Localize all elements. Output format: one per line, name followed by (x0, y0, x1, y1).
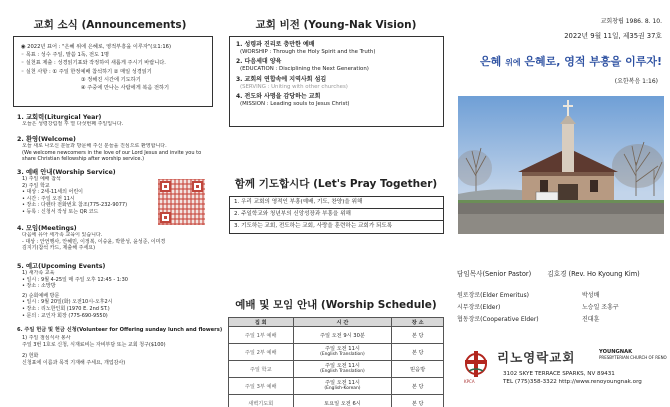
table-row (229, 395, 444, 407)
staff-name: 노승일 조흥구 (582, 304, 619, 311)
section-heading: 2. 환영(Welcome) (17, 136, 76, 143)
body-line: 신청표에 이름과 목적 기재해 주세요, 개업감사) (22, 359, 126, 366)
time-text: 주일 오전 11시 (324, 380, 360, 386)
service-time (293, 395, 392, 407)
section-heading: 5. 예고(Upcoming Events) (17, 263, 106, 270)
column-header: 집 회 (229, 318, 294, 327)
staff-row (457, 290, 599, 299)
service-name: 주일 학교 (229, 361, 294, 378)
church-english-name (599, 349, 667, 361)
kpca-label: KPCA (464, 379, 475, 384)
church-en-main: YOUNGNAK (599, 349, 633, 355)
body-line: • 장소 : 다렌타 전화번호 참조(775-232-9077) (22, 202, 128, 209)
body-line: 2) 주일 학교 (22, 182, 50, 189)
prayer-item: 1. 우리 교회의 영적인 부흥(예배, 기도, 찬양)을 위해 (230, 197, 443, 209)
qr-code-icon[interactable] (158, 179, 205, 225)
senior-pastor (457, 268, 669, 278)
founded-date: 교회창립 1986. 8. 10. (600, 18, 662, 25)
body-line: share Christian fellowship after worship service.) (22, 156, 145, 163)
theme-line: ◉ 2022년 표어 : "은혜 위에 은혜로, 영적부흥을 이루자"(요1:16) (21, 44, 171, 50)
issue-date: 2022년 9월 11일, 제35권 37호 (564, 32, 662, 40)
staff-row (457, 314, 599, 323)
vision-item-subtitle: (WORSHIP : Through the Holy Spirit and the Truth) (240, 49, 376, 55)
vision-column (222, 0, 450, 407)
body-line: 2) 헌화 (22, 353, 39, 360)
body-line: 오늘은 성령강림절 후 열 다섯번째 주일입니다. (22, 121, 124, 127)
table-row (229, 327, 444, 344)
pastor-name: 김호경 (Rev. Ho Kyoung Kim) (547, 270, 640, 278)
vision-item-title: 4. 전도와 사명을 감당하는 교회 (236, 93, 321, 101)
body-line: 1) 주일 예배 참석 (22, 176, 61, 182)
time-text: 주일 오전 11시 (324, 346, 360, 352)
body-line: 1) 주일 점심식사 봉사 (22, 335, 71, 341)
vision-title: 교회 비전 (Young-Nak Vision) (255, 19, 417, 31)
time-text: 주일 오전 11시 (324, 363, 360, 369)
time-note: (English Translation) (320, 369, 365, 374)
service-place: 본 당 (392, 378, 444, 395)
theme-part: 은혜로, 영적 부흥을 이루자! (520, 55, 662, 68)
church-address: 3102 SKYE TERRACE SPARKS, NV 89431 (503, 371, 615, 377)
body-line: • 시간 : 주일 오전 11시 (22, 195, 75, 202)
service-name: 주일 3부 예배 (229, 378, 294, 395)
time-note: (English-Korean) (324, 386, 361, 391)
section-body (22, 270, 208, 319)
body-line: 오늘 새로 나오신 분들과 방문해 주신 분들을 진심으로 환영합니다. (22, 143, 167, 149)
service-place: 본 당 (392, 395, 444, 407)
vision-item-title: 3. 교회의 연합속에 지역사회 섬김 (236, 75, 327, 83)
column-header: 장 소 (392, 318, 444, 327)
vision-item-subtitle: (EDUCATION : Disciplining the Next Generation) (240, 66, 369, 73)
section-heading: 3. 예배 안내(Worship Service) (17, 169, 116, 176)
theme-part: 은혜 (480, 55, 506, 68)
body-line: 주일 3번 1호로 신청, 식재료비는 자비부담 또는 교회 청구($100) (22, 341, 166, 348)
yearly-theme-box (13, 36, 213, 107)
body-line: • 문의 : 교인자 회장 (775-690-9550) (22, 312, 108, 319)
theme-line: ③ 정해진 시간에 기도하기 (81, 76, 141, 83)
section-body (22, 335, 208, 366)
church-footer (457, 345, 669, 403)
staff-name: 진대훈 (582, 316, 600, 323)
announcements-title: 교회 소식 (Announcements) (33, 19, 187, 31)
schedule-header-row (229, 318, 444, 327)
section-heading: 6. 주일 헌금 및 헌금 신청(Volunteer for Offering sunday lunch and flowers) (17, 327, 223, 333)
vision-item-title: 2. 다음세대 양육 (236, 58, 282, 66)
body-line: • 장소 : 리노한인회 (1970 E. 2nd ST.) (22, 305, 110, 312)
prayer-box (229, 196, 444, 234)
service-name: 새벽기도회 (229, 395, 294, 407)
vision-item (236, 93, 437, 108)
cover-column (452, 0, 670, 407)
service-place: 믿음방 (392, 361, 444, 378)
announcements-column (0, 0, 223, 407)
theme-reference: (요한복음 1:16) (614, 78, 658, 85)
body-line: 1) 새가족 교육 (22, 270, 55, 276)
staff-name: 박성배 (582, 292, 600, 299)
service-place: 본 당 (392, 344, 444, 361)
service-time (293, 327, 392, 344)
prayer-title: 함께 기도합시다 (Let's Pray Together) (234, 178, 438, 190)
theme-line: ④ 주중에 만나는 사람에게 복음 전하기 (81, 85, 170, 92)
section-heading: 4. 모임(Meetings) (17, 225, 77, 232)
theme-line: ◦ 실천표 제출 : 성경읽기표와 작정하여 새롭게 주시기 바랍니다. (21, 60, 166, 67)
vision-item-title: 1. 성령과 진리로 충만한 예배 (236, 41, 315, 48)
section-body (22, 121, 208, 128)
staff-row (457, 302, 619, 311)
section-body (22, 232, 208, 252)
service-time (293, 344, 392, 361)
church-building-photo (458, 96, 664, 234)
time-text: 주일 오전 9시 30분 (319, 332, 365, 339)
table-row (229, 361, 444, 378)
body-line: - 대상 : 안언행사, 안혜민, 이정복, 이숭윤, 박한성, 윤성준, 이미경 (22, 238, 166, 245)
service-name: 주일 2부 예배 (229, 344, 294, 361)
section-body (22, 176, 156, 216)
theme-line: ◦ 목표 : 성수 주일, 말씀 1독, 전도 1명 (21, 52, 110, 59)
pastor-role: 담임목사(Senior Pastor) (457, 270, 532, 278)
section-heading: 1. 교회력(Liturgical Year) (17, 114, 102, 121)
body-line: • 일시 : 9월 20일(화) 오전10시-오후2시 (22, 299, 113, 306)
church-contact[interactable]: TEL (775)358-3322 http://www.renoyoungnak.org (503, 379, 642, 385)
prayer-item: 2. 주일학교와 청년부의 신앙성장과 부흥을 위해 (230, 209, 443, 221)
schedule-title: 예배 및 모임 안내 (Worship Schedule) (235, 299, 437, 311)
church-en-sub: PRESBYTERIAN CHURCH OF RENO (599, 355, 667, 360)
body-line: 다음에 유아 세가족 교육이 있습니다. (22, 232, 103, 238)
table-row (229, 344, 444, 361)
staff-role: 시무장로(Elder) (457, 304, 501, 311)
table-row (229, 378, 444, 395)
vision-item (236, 41, 437, 56)
prayer-item: 3. 기도하는 교회, 전도하는 교회, 사랑을 훈련하는 교회가 되도록 (234, 223, 393, 229)
staff-role: 원로장로(Elder Emeritus) (457, 292, 529, 299)
time-note: (English Translation) (320, 352, 365, 357)
body-line: • 대상 : 2세-11세의 어린이 (22, 189, 83, 196)
section-body (22, 143, 208, 163)
column-header: 시 간 (293, 318, 392, 327)
service-place: 본 당 (392, 327, 444, 344)
schedule-table (228, 317, 444, 407)
body-line: • 장소 : 소망방 (22, 283, 56, 290)
body-line: (We welcome newcomers in the love of our Lord Jesus and invite you to (22, 149, 202, 156)
service-time (293, 361, 392, 378)
time-text: 토요일 오전 6시 (324, 400, 361, 407)
body-line: • 일시 : 9월 4-25일 매 주일 오후 12:45 - 1:30 (22, 276, 128, 283)
yearly-theme (480, 53, 662, 69)
body-line: 김지기(참석 카드, 제출해 주세요) (22, 245, 96, 252)
vision-item (236, 76, 437, 91)
theme-line: ◦ 실천 사항 : ① 주일 한정예배 참석하기 ② 매일 성경읽기 (21, 68, 152, 75)
body-line: • 등록 : 신청서 작성 또는 QR 코드 (22, 208, 99, 215)
vision-item-subtitle: (MISSION : Leading souls to Jesus Christ) (240, 101, 350, 108)
theme-part: 위에 (505, 58, 521, 67)
vision-box (229, 36, 444, 127)
church-logo-icon (461, 349, 491, 379)
church-name: 리노영락교회 (497, 350, 576, 365)
vision-item-subtitle: (SERVING : Uniting with other churches) (240, 83, 348, 90)
body-line: 2) 순회예배 방문 (22, 292, 60, 299)
vision-item (236, 58, 437, 73)
service-time (293, 378, 392, 395)
staff-role: 협동장로(Cooperative Elder) (457, 316, 539, 323)
service-name: 주일 1부 예배 (229, 327, 294, 344)
